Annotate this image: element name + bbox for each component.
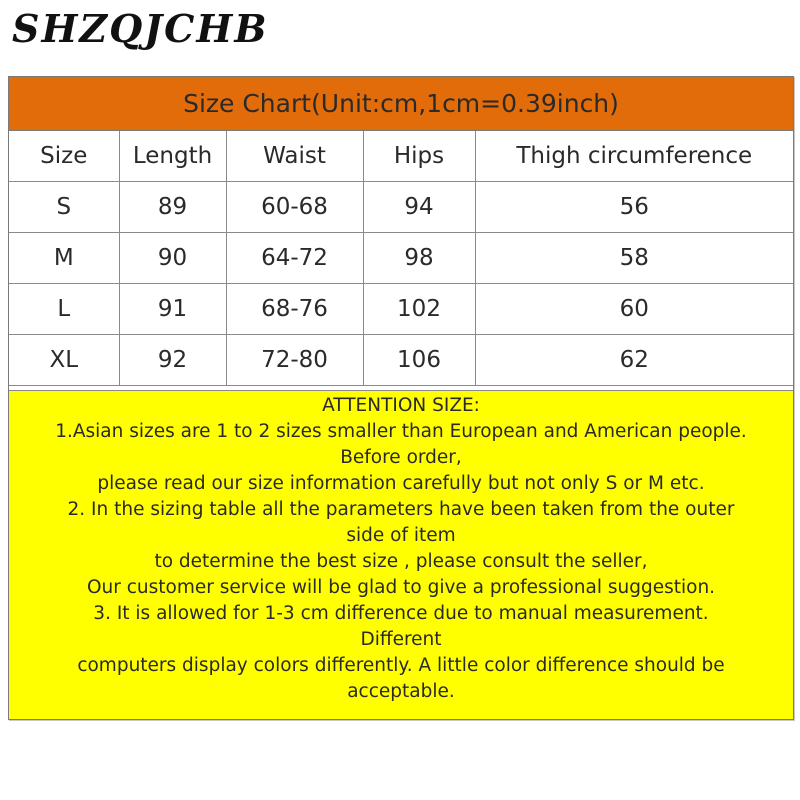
cell-waist: 72-80 [226, 335, 363, 386]
notes-line: 2. In the sizing table all the parameters have been taken from the outer [67, 499, 735, 520]
notes-line: Our customer service will be glad to give a professional suggestion. [86, 577, 716, 598]
notes-line: to determine the best size , please consult the seller, [154, 551, 648, 572]
cell-length: 90 [119, 233, 226, 284]
notes-line: 1.Asian sizes are 1 to 2 sizes smaller than European and American people. [55, 421, 747, 442]
notes-line: side of item [346, 525, 456, 546]
column-header-waist: Waist [226, 131, 363, 182]
notes-line: Before order, [340, 447, 462, 468]
attention-notes [9, 390, 793, 719]
cell-hips: 106 [363, 335, 475, 386]
cell-size: XL [9, 335, 119, 386]
column-header-thigh: Thigh circumference [475, 131, 793, 182]
cell-waist: 68-76 [226, 284, 363, 335]
table-row [9, 335, 793, 386]
column-header-length: Length [119, 131, 226, 182]
column-header-hips: Hips [363, 131, 475, 182]
notes-line: acceptable. [347, 681, 455, 702]
notes-line: 3. It is allowed for 1-3 cm difference due to manual measurement. [93, 603, 709, 624]
cell-thigh: 60 [475, 284, 793, 335]
cell-waist: 64-72 [226, 233, 363, 284]
size-table [9, 131, 793, 386]
cell-length: 89 [119, 182, 226, 233]
size-chart-sheet [8, 76, 794, 720]
notes-heading: ATTENTION SIZE: [322, 395, 480, 416]
cell-hips: 98 [363, 233, 475, 284]
notes-line: please read our size information carefully but not only S or M etc. [97, 473, 705, 494]
cell-thigh: 62 [475, 335, 793, 386]
table-row [9, 182, 793, 233]
column-header-size: Size [9, 131, 119, 182]
size-chart-title: Size Chart(Unit:cm,1cm=0.39inch) [9, 77, 793, 131]
cell-size: M [9, 233, 119, 284]
cell-hips: 102 [363, 284, 475, 335]
brand-logo: SHZQJCHB [12, 6, 269, 51]
cell-size: L [9, 284, 119, 335]
cell-thigh: 58 [475, 233, 793, 284]
notes-line: Different [360, 629, 442, 650]
table-row [9, 233, 793, 284]
cell-length: 92 [119, 335, 226, 386]
cell-hips: 94 [363, 182, 475, 233]
cell-size: S [9, 182, 119, 233]
cell-waist: 60-68 [226, 182, 363, 233]
cell-thigh: 56 [475, 182, 793, 233]
table-header-row [9, 131, 793, 182]
notes-line: computers display colors differently. A little color difference should be [77, 655, 725, 676]
table-row [9, 284, 793, 335]
cell-length: 91 [119, 284, 226, 335]
